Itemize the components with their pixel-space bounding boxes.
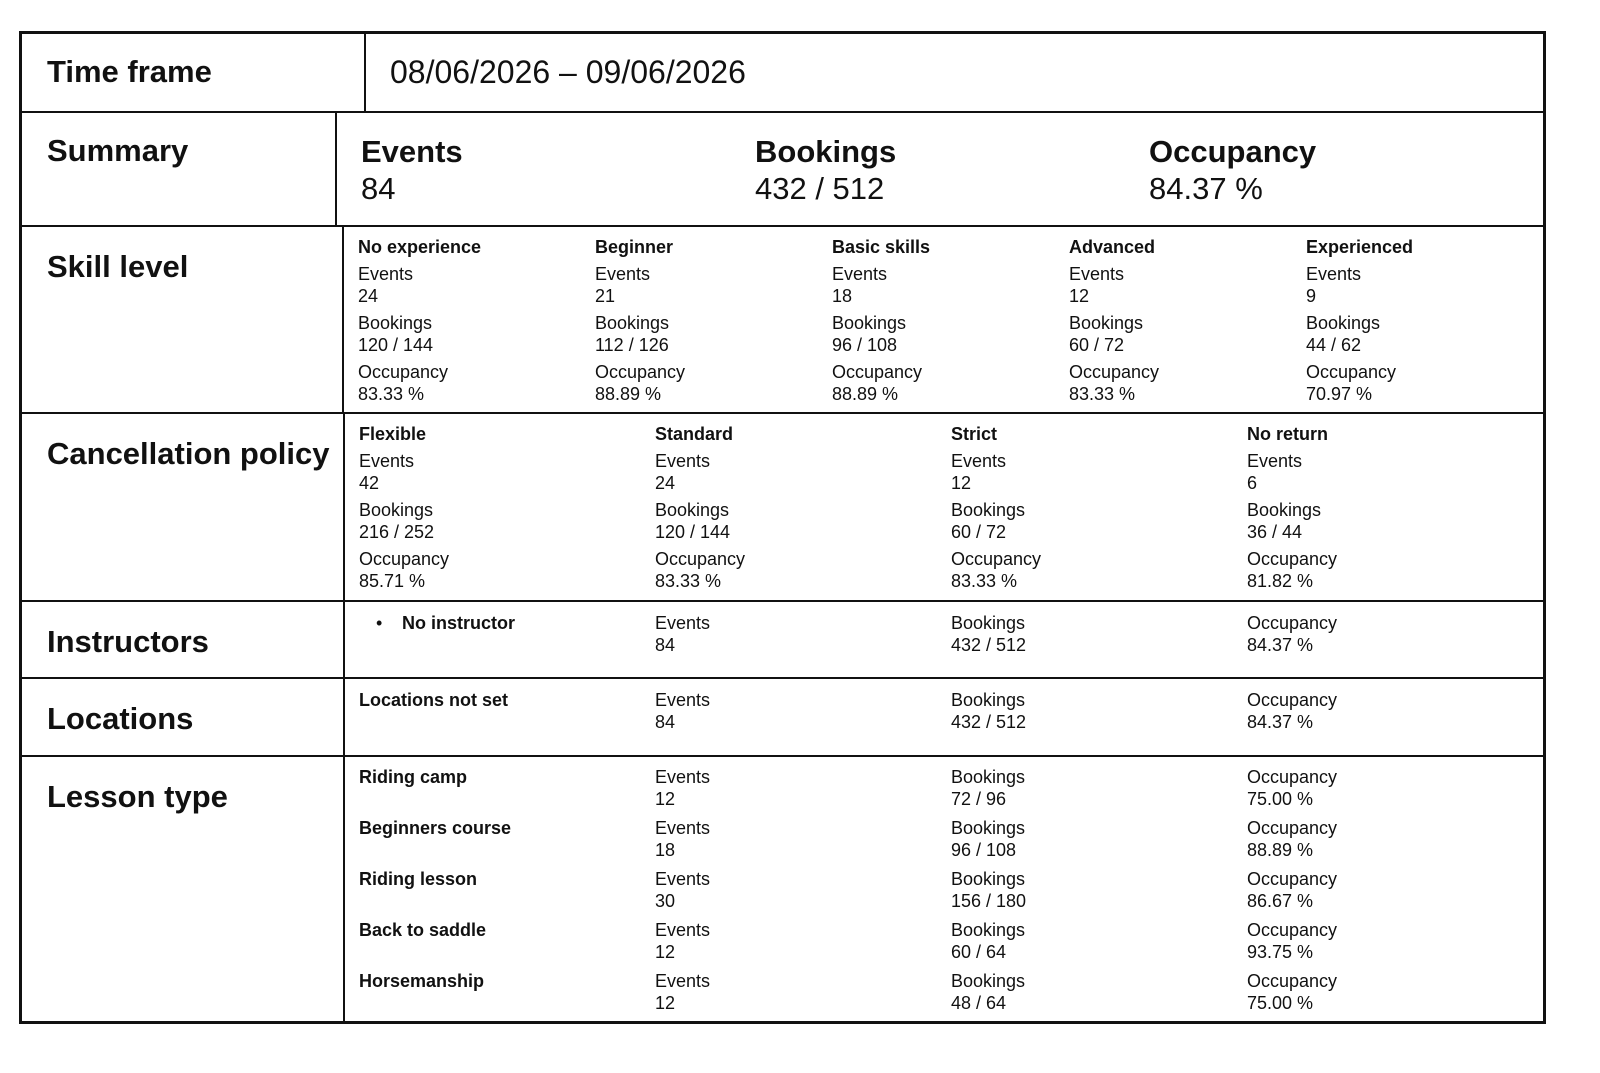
bookings-value: 48 / 64 xyxy=(951,993,1007,1013)
events-label: Events xyxy=(358,263,414,284)
events-value: 84 xyxy=(655,712,676,733)
events-label: Events xyxy=(655,920,711,940)
bookings-value: 60 / 64 xyxy=(951,942,1007,962)
lesson-name: Riding camp xyxy=(359,767,468,787)
summary-item-title: Occupancy xyxy=(1149,133,1317,169)
events-label: Events xyxy=(1247,450,1303,471)
occupancy-label: Occupancy xyxy=(832,361,923,382)
summary-events xyxy=(361,133,755,207)
summary-occupancy xyxy=(1149,133,1543,207)
policy-group xyxy=(1247,423,1543,597)
occupancy-value: 75.00 % xyxy=(1247,789,1314,809)
lesson-name: Back to saddle xyxy=(359,920,487,940)
lesson-name: Horsemanship xyxy=(359,971,485,991)
occupancy-label: Occupancy xyxy=(1247,612,1338,633)
skill-group xyxy=(595,236,832,410)
events-value: 30 xyxy=(655,891,676,911)
bookings-value: 156 / 180 xyxy=(951,891,1027,911)
bookings-label: Bookings xyxy=(358,312,433,333)
bookings-value: 60 / 72 xyxy=(951,521,1007,542)
summary-content xyxy=(337,113,1543,225)
occupancy-label: Occupancy xyxy=(1247,548,1338,569)
occupancy-value: 85.71 % xyxy=(359,570,426,591)
events-value: 18 xyxy=(832,285,853,306)
time-frame-value: 08/06/2026 – 09/06/2026 xyxy=(390,54,746,90)
summary-item-title: Events xyxy=(361,133,463,169)
lesson-type-row xyxy=(22,757,1543,1021)
occupancy-label: Occupancy xyxy=(358,361,449,382)
occupancy-value: 88.89 % xyxy=(1247,840,1314,860)
summary-bookings xyxy=(755,133,1149,207)
group-title: Beginner xyxy=(595,236,674,257)
events-value: 12 xyxy=(655,789,676,809)
occupancy-label: Occupancy xyxy=(359,548,450,569)
group-title: Standard xyxy=(655,423,734,444)
occupancy-label: Occupancy xyxy=(1306,361,1397,382)
occupancy-value: 84.37 % xyxy=(1247,634,1314,655)
policy-group xyxy=(359,423,655,597)
lesson-type-item xyxy=(359,817,1543,868)
bookings-label: Bookings xyxy=(951,499,1026,520)
skill-group xyxy=(358,236,595,410)
bookings-value: 96 / 108 xyxy=(951,840,1017,860)
bookings-label: Bookings xyxy=(832,312,907,333)
occupancy-label: Occupancy xyxy=(655,548,746,569)
bookings-label: Bookings xyxy=(951,767,1026,787)
occupancy-label: Occupancy xyxy=(1247,690,1338,711)
events-label: Events xyxy=(595,263,651,284)
bookings-value: 120 / 144 xyxy=(358,334,434,355)
occupancy-value: 70.97 % xyxy=(1306,383,1373,404)
occupancy-label: Occupancy xyxy=(1247,920,1338,940)
events-value: 12 xyxy=(655,993,676,1013)
cancellation-policy-label: Cancellation policy xyxy=(22,414,345,600)
events-value: 24 xyxy=(655,472,676,493)
occupancy-value: 84.37 % xyxy=(1247,712,1314,733)
instructors-label: Instructors xyxy=(22,602,345,678)
events-label: Events xyxy=(951,450,1007,471)
lesson-name: Riding lesson xyxy=(359,869,478,889)
events-value: 9 xyxy=(1306,285,1317,306)
group-title: Flexible xyxy=(359,423,427,444)
group-title: No return xyxy=(1247,423,1328,444)
events-label: Events xyxy=(1306,263,1362,284)
location-name: Locations not set xyxy=(359,690,509,711)
time-frame-row xyxy=(22,34,1543,113)
bookings-label: Bookings xyxy=(1247,499,1322,520)
bookings-value: 36 / 44 xyxy=(1247,521,1303,542)
occupancy-label: Occupancy xyxy=(1247,869,1338,889)
instructor-name: No instructor xyxy=(402,612,516,633)
bookings-value: 120 / 144 xyxy=(655,521,731,542)
summary-row xyxy=(22,113,1543,227)
skill-level-row xyxy=(22,227,1543,414)
group-title: Basic skills xyxy=(832,236,931,257)
events-label: Events xyxy=(655,971,711,991)
occupancy-value: 86.67 % xyxy=(1247,891,1314,911)
skill-group xyxy=(1306,236,1543,410)
instructors-row xyxy=(22,602,1543,680)
occupancy-value: 83.33 % xyxy=(358,383,425,404)
lesson-type-label: Lesson type xyxy=(22,757,345,1021)
lesson-type-item xyxy=(359,766,1543,817)
events-value: 12 xyxy=(951,472,972,493)
events-label: Events xyxy=(655,767,711,787)
events-label: Events xyxy=(1069,263,1125,284)
occupancy-label: Occupancy xyxy=(951,548,1042,569)
bullet-icon: • xyxy=(376,612,383,633)
bookings-label: Bookings xyxy=(951,690,1026,711)
occupancy-value: 88.89 % xyxy=(595,383,662,404)
events-value: 42 xyxy=(359,472,380,493)
skill-level-content xyxy=(344,227,1543,412)
events-value: 24 xyxy=(358,285,379,306)
group-title: Advanced xyxy=(1069,236,1156,257)
bookings-value: 432 / 512 xyxy=(951,634,1027,655)
cancellation-policy-row xyxy=(22,414,1543,602)
cancellation-policy-content xyxy=(345,414,1543,600)
group-title: No experience xyxy=(358,236,482,257)
lesson-type-item xyxy=(359,919,1543,970)
events-value: 12 xyxy=(655,942,676,962)
occupancy-value: 81.82 % xyxy=(1247,570,1314,591)
locations-row xyxy=(22,679,1543,757)
events-label: Events xyxy=(655,869,711,889)
skill-group xyxy=(832,236,1069,410)
lesson-name: Beginners course xyxy=(359,818,512,838)
lesson-type-content xyxy=(345,757,1543,1021)
events-label: Events xyxy=(655,612,711,633)
occupancy-label: Occupancy xyxy=(1247,971,1338,991)
policy-group xyxy=(951,423,1247,597)
events-value: 18 xyxy=(655,840,676,860)
occupancy-value: 75.00 % xyxy=(1247,993,1314,1013)
summary-item-value: 84 xyxy=(361,170,396,206)
bookings-value: 60 / 72 xyxy=(1069,334,1125,355)
events-value: 6 xyxy=(1247,472,1258,493)
skill-group xyxy=(1069,236,1306,410)
events-value: 21 xyxy=(595,285,616,306)
occupancy-label: Occupancy xyxy=(1247,767,1338,787)
bookings-value: 112 / 126 xyxy=(595,334,669,355)
bookings-label: Bookings xyxy=(951,612,1026,633)
group-title: Experienced xyxy=(1306,236,1414,257)
events-value: 84 xyxy=(655,634,676,655)
events-value: 12 xyxy=(1069,285,1090,306)
bookings-label: Bookings xyxy=(951,818,1026,838)
bookings-label: Bookings xyxy=(595,312,670,333)
bookings-label: Bookings xyxy=(951,869,1026,889)
policy-group xyxy=(655,423,951,597)
group-title: Strict xyxy=(951,423,998,444)
lesson-type-item xyxy=(359,970,1543,1021)
skill-level-label: Skill level xyxy=(22,227,344,412)
occupancy-label: Occupancy xyxy=(1247,818,1338,838)
events-label: Events xyxy=(359,450,415,471)
events-label: Events xyxy=(832,263,888,284)
locations-content xyxy=(345,679,1543,755)
bookings-label: Bookings xyxy=(1069,312,1144,333)
bookings-value: 72 / 96 xyxy=(951,789,1007,809)
bookings-label: Bookings xyxy=(655,499,730,520)
occupancy-value: 83.33 % xyxy=(655,570,722,591)
occupancy-value: 88.89 % xyxy=(832,383,899,404)
bookings-label: Bookings xyxy=(951,971,1026,991)
instructors-content xyxy=(345,602,1543,678)
bookings-value: 96 / 108 xyxy=(832,334,898,355)
instructor-list-item xyxy=(359,612,655,639)
occupancy-label: Occupancy xyxy=(595,361,686,382)
summary-label: Summary xyxy=(22,113,337,225)
locations-label: Locations xyxy=(22,679,345,755)
summary-item-value: 84.37 % xyxy=(1149,170,1263,206)
summary-item-value: 432 / 512 xyxy=(755,170,885,206)
bookings-label: Bookings xyxy=(359,499,434,520)
occupancy-value: 93.75 % xyxy=(1247,942,1314,962)
summary-item-title: Bookings xyxy=(755,133,897,169)
events-label: Events xyxy=(655,690,711,711)
bookings-value: 44 / 62 xyxy=(1306,334,1362,355)
bookings-value: 216 / 252 xyxy=(359,521,435,542)
time-frame-label: Time frame xyxy=(22,34,366,111)
events-label: Events xyxy=(655,818,711,838)
events-label: Events xyxy=(655,450,711,471)
occupancy-value: 83.33 % xyxy=(1069,383,1136,404)
bookings-label: Bookings xyxy=(951,920,1026,940)
bookings-label: Bookings xyxy=(1306,312,1381,333)
occupancy-label: Occupancy xyxy=(1069,361,1160,382)
report-table xyxy=(19,31,1546,1024)
bookings-value: 432 / 512 xyxy=(951,712,1027,733)
lesson-type-item xyxy=(359,868,1543,919)
occupancy-value: 83.33 % xyxy=(951,570,1018,591)
